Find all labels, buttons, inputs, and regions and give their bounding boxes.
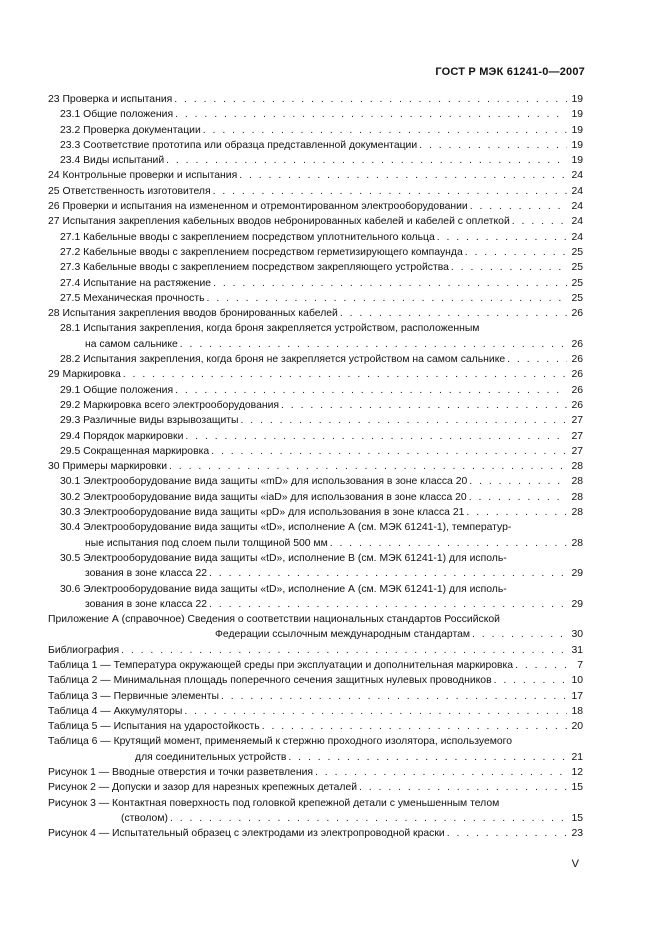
toc-entry <box>48 367 583 382</box>
toc-entry-line <box>60 429 583 444</box>
toc-entry-page: 31 <box>571 644 583 656</box>
toc-entry-title: 28 Испытания закрепления вводов бронированных кабелей <box>48 308 338 320</box>
toc-entry-title: Таблица 5 — Испытания на ударостойкость <box>48 721 260 733</box>
toc-entry-line <box>48 826 583 841</box>
annex-title: Приложение А (справочное) Сведения о соответствии национальных стандартов Российской <box>48 614 500 626</box>
toc-entry-title: 30.1 Электрооборудование вида защиты «mD» для использования в зоне класса 20 <box>60 476 468 488</box>
toc-entry-line <box>48 765 583 780</box>
toc-entry-page: 25 <box>571 292 583 304</box>
toc-entry-title: 23.3 Соответствие прототипа или образца представленной документации <box>60 139 418 151</box>
toc-entry <box>48 444 583 459</box>
toc-entry-line <box>60 291 583 306</box>
table-list-entry <box>48 673 583 688</box>
figure-list-entry <box>48 765 583 780</box>
figure-list-title: Рисунок 3 — Контактная поверхность под головкой крепежной детали с уменьшенным телом <box>48 797 500 809</box>
dot-leader <box>340 306 567 321</box>
toc-entry-line <box>48 306 583 321</box>
toc-entry <box>48 92 583 107</box>
dot-leader <box>185 429 567 444</box>
toc-entry-title: 23 Проверка и испытания <box>48 94 173 105</box>
toc-entry-title: Таблица 1 — Температура окружающей среды при эксплуатации и дополнительная маркировка <box>48 659 514 671</box>
toc-entry-line <box>60 337 583 352</box>
toc-entry-page: 12 <box>571 767 583 779</box>
toc-entry-title: зования в зоне класса 22 <box>85 568 208 580</box>
toc-entry-title: 30.4 Электрооборудование вида защиты «tD», исполнение А (см. МЭК 61241-1), температур- <box>60 522 512 534</box>
toc-entry-line <box>60 505 583 520</box>
toc-entry-title: 29.1 Общие положения <box>60 384 174 396</box>
dot-leader <box>288 750 567 765</box>
toc-entry <box>48 260 583 275</box>
toc-entry-title: 30.3 Электрооборудование вида защиты «pD» для использования в зоне класса 21 <box>60 507 465 519</box>
toc-entry-page: 24 <box>571 201 583 213</box>
toc-entry <box>48 413 583 428</box>
toc-entry-line <box>60 260 583 275</box>
toc-entry-line <box>60 444 583 459</box>
toc-entry-line <box>48 780 583 795</box>
toc-entry-line <box>60 490 583 505</box>
toc-entry-line <box>60 276 583 291</box>
dot-leader <box>239 168 567 183</box>
dot-leader <box>221 689 567 704</box>
toc-entry-line <box>48 811 583 826</box>
toc-entry-page: 26 <box>571 399 583 411</box>
toc-entry-title: 29.3 Различные виды взрывозащиты <box>60 415 239 427</box>
toc-entry <box>48 551 583 582</box>
dot-leader <box>207 291 567 306</box>
dot-leader <box>451 260 567 275</box>
dot-leader <box>175 107 567 122</box>
toc-entry-line <box>60 398 583 413</box>
toc-entry-page: 15 <box>571 782 583 794</box>
toc-entry-title: Таблица 3 — Первичные элементы <box>48 690 220 702</box>
toc-entry <box>48 276 583 291</box>
toc-entry-page: 19 <box>571 139 583 151</box>
figure-list-entry <box>48 826 583 841</box>
dot-leader <box>512 214 567 229</box>
toc-entry <box>48 291 583 306</box>
toc-entry-page: 17 <box>571 690 583 702</box>
toc-entry <box>48 245 583 260</box>
toc-entry-title: Рисунок 1 — Вводные отверстия и точки разветвления <box>48 767 314 779</box>
toc-entry-title: Федерации ссылочным международным стандартам <box>215 629 471 641</box>
table-list-entry <box>48 734 583 765</box>
toc-entry-page: 26 <box>571 338 583 350</box>
toc-entry-title: зования в зоне класса 22 <box>85 598 208 610</box>
toc-entry-title: 23.2 Проверка документации <box>60 124 201 136</box>
toc-entry <box>48 107 583 122</box>
dot-leader <box>315 765 567 780</box>
dot-leader <box>213 276 567 291</box>
dot-leader <box>169 459 567 474</box>
toc-entry <box>48 429 583 444</box>
toc-entry-title: 30 Примеры маркировки <box>48 461 168 473</box>
toc-entry-line <box>60 352 583 367</box>
dot-leader <box>203 123 567 138</box>
toc-entry-page: 10 <box>571 675 583 687</box>
dot-leader <box>262 719 567 734</box>
dot-leader <box>184 704 567 719</box>
toc-entry-page: 28 <box>571 476 583 488</box>
toc-entry-title: 27.5 Механическая прочность <box>60 292 205 304</box>
toc-entry-title: 30.6 Электрооборудование вида защиты «tD», исполнение А (см. МЭК 61241-1) для исполь- <box>60 583 507 595</box>
toc-entry-line <box>48 92 583 107</box>
toc-entry-page: 29 <box>571 598 583 610</box>
toc-entry-page: 26 <box>571 384 583 396</box>
dot-leader <box>470 199 567 214</box>
toc-entry-page: 27 <box>571 415 583 427</box>
toc-entry-title: 28.2 Испытания закрепления, когда броня не закрепляется устройством на самом сальнике <box>60 354 506 366</box>
toc-entry-title: 30.2 Электрооборудование вида защиты «iaD» для использования в зоне класса 20 <box>60 491 467 503</box>
toc-entry-title: 23.4 Виды испытаний <box>60 155 165 167</box>
toc-entry <box>48 199 583 214</box>
figure-list-entry <box>48 796 583 827</box>
toc-entry <box>48 138 583 153</box>
toc-entry-page: 19 <box>571 155 583 167</box>
toc-entry-page: 25 <box>571 262 583 274</box>
toc-entry <box>48 505 583 520</box>
toc-entry-line <box>60 566 583 581</box>
toc-entry-page: 15 <box>571 812 583 824</box>
toc-entry-title: Рисунок 4 — Испытательный образец с электродами из электропроводной краски <box>48 828 445 840</box>
toc-entry-page: 21 <box>571 751 583 763</box>
toc-entry-title: на самом сальнике <box>85 338 178 350</box>
toc-entry-title: 25 Ответственность изготовителя <box>48 185 211 197</box>
toc-entry-line <box>60 123 583 138</box>
toc-entry-page: 29 <box>571 568 583 580</box>
page-number: V <box>571 858 579 870</box>
toc-entry-title: 27.4 Испытание на растяжение <box>60 277 212 289</box>
toc-entry-title: Рисунок 2 — Допуски и зазор для нарезных крепежных деталей <box>48 782 358 794</box>
toc-entry <box>48 184 583 199</box>
toc-entry-page: 19 <box>571 109 583 121</box>
toc-entry-page: 28 <box>571 537 583 549</box>
dot-leader <box>469 474 567 489</box>
dot-leader <box>359 780 567 795</box>
toc-entry <box>48 321 583 352</box>
toc-entry-line <box>48 459 583 474</box>
toc-entry-page: 26 <box>571 308 583 320</box>
toc-entry-page: 7 <box>577 659 583 671</box>
dot-leader <box>469 490 567 505</box>
toc-entry <box>48 459 583 474</box>
toc-entry <box>48 214 583 229</box>
dot-leader <box>166 153 567 168</box>
toc-entry-page: 24 <box>571 216 583 228</box>
dot-leader <box>211 444 567 459</box>
dot-leader <box>472 627 567 642</box>
toc-entry-page: 19 <box>571 94 583 105</box>
toc-entry-line <box>60 474 583 489</box>
toc-entry-page: 26 <box>571 354 583 366</box>
toc-entry-title: Таблица 2 — Минимальная площадь поперечного сечения защитных нулевых проводников <box>48 675 492 687</box>
dot-leader <box>213 184 567 199</box>
toc-entry <box>48 153 583 168</box>
toc-entry-page: 27 <box>571 430 583 442</box>
toc-entry-title: 27.3 Кабельные вводы с закреплением посредством закрепляющего устройства <box>60 262 449 274</box>
table-of-contents <box>48 92 583 842</box>
toc-entry <box>48 520 583 551</box>
toc-entry <box>48 383 583 398</box>
toc-entry-page: 24 <box>571 231 583 243</box>
dot-leader <box>209 566 567 581</box>
toc-entry-title: (стволом) <box>121 812 168 824</box>
toc-entry-title: 27.2 Кабельные вводы с закреплением посредством герметизирующего компаунда <box>60 246 463 258</box>
toc-entry-line <box>60 153 583 168</box>
document-code: ГОСТ Р МЭК 61241-0—2007 <box>435 66 585 78</box>
table-list-entry <box>48 689 583 704</box>
toc-entry-line <box>48 367 583 382</box>
toc-entry-line <box>48 627 583 642</box>
dot-leader <box>466 505 567 520</box>
toc-entry <box>48 352 583 367</box>
toc-entry-page: 26 <box>571 369 583 381</box>
toc-entry-line <box>60 383 583 398</box>
toc-entry-title: 27 Испытания закрепления кабельных вводов небронированных кабелей и кабелей с оплеткой <box>48 216 510 228</box>
toc-entry-page: 24 <box>571 185 583 197</box>
dot-leader <box>123 367 567 382</box>
toc-entry-line <box>48 719 583 734</box>
toc-entry <box>48 168 583 183</box>
figure-list-entry <box>48 780 583 795</box>
toc-entry-line <box>48 673 583 688</box>
toc-entry-title: Библиография <box>48 644 120 656</box>
toc-entry-title: 30.5 Электрооборудование вида защиты «tD», исполнение В (см. МЭК 61241-1) для исполь- <box>60 552 507 564</box>
toc-entry-title: 23.1 Общие положения <box>60 109 174 121</box>
toc-entry-title: 29.2 Маркировка всего электрооборудования <box>60 399 280 411</box>
toc-entry <box>48 306 583 321</box>
dot-leader <box>170 811 567 826</box>
toc-entry-page: 28 <box>571 491 583 503</box>
toc-entry-line <box>48 750 583 765</box>
toc-entry-line <box>60 245 583 260</box>
toc-entry <box>48 474 583 489</box>
toc-entry-page: 19 <box>571 124 583 136</box>
toc-entry-page: 23 <box>571 828 583 840</box>
annex-entry <box>48 612 583 643</box>
toc-entry <box>48 582 583 613</box>
toc-entry <box>48 398 583 413</box>
dot-leader <box>174 92 567 107</box>
toc-entry-page: 25 <box>571 277 583 289</box>
toc-entry-line <box>60 138 583 153</box>
bibliography-entry <box>48 643 583 658</box>
toc-entry-page: 25 <box>571 246 583 258</box>
dot-leader <box>175 383 567 398</box>
toc-entry <box>48 490 583 505</box>
toc-entry-title: 28.1 Испытания закрепления, когда броня закрепляется устройством, расположенным <box>60 323 480 335</box>
toc-entry-title: для соединительных устройств <box>135 751 287 763</box>
toc-entry-page: 20 <box>571 721 583 733</box>
toc-entry-page: 28 <box>571 507 583 519</box>
dot-leader <box>494 673 567 688</box>
toc-entry-line <box>60 597 583 612</box>
table-list-entry <box>48 719 583 734</box>
table-list-title: Таблица 6 — Крутящий момент, применяемый к стержню проходного изолятора, используемого <box>48 736 513 748</box>
toc-entry-line <box>60 413 583 428</box>
toc-entry-line <box>48 704 583 719</box>
toc-entry-title: 29.4 Порядок маркировки <box>60 430 184 442</box>
toc-entry-page: 27 <box>571 445 583 457</box>
toc-entry-line <box>48 168 583 183</box>
toc-entry-page: 18 <box>571 705 583 717</box>
dot-leader <box>180 337 567 352</box>
toc-entry-title: 29.5 Сокращенная маркировка <box>60 445 210 457</box>
toc-entry-line <box>60 536 583 551</box>
toc-entry-line <box>48 658 583 673</box>
toc-entry-line <box>48 184 583 199</box>
dot-leader <box>447 826 567 841</box>
toc-entry-title: 27.1 Кабельные вводы с закреплением посредством уплотнительного кольца <box>60 231 435 243</box>
toc-entry-line <box>48 689 583 704</box>
dot-leader <box>507 352 567 367</box>
toc-entry-line <box>48 199 583 214</box>
dot-leader <box>330 536 567 551</box>
dot-leader <box>515 658 567 673</box>
toc-entry <box>48 230 583 245</box>
toc-entry-title: 24 Контрольные проверки и испытания <box>48 170 238 182</box>
table-list-entry <box>48 658 583 673</box>
toc-entry-line <box>48 214 583 229</box>
toc-entry-page: 28 <box>571 461 583 473</box>
toc-entry <box>48 123 583 138</box>
toc-entry-title: Таблица 4 — Аккумуляторы <box>48 705 183 717</box>
toc-entry-page: 30 <box>571 629 583 641</box>
toc-entry-title: 26 Проверки и испытания на измененном и отремонтированном электрооборудовании <box>48 201 468 213</box>
dot-leader <box>437 230 567 245</box>
dot-leader <box>121 643 567 658</box>
dot-leader <box>419 138 567 153</box>
dot-leader <box>465 245 567 260</box>
toc-entry-title: 29 Маркировка <box>48 369 121 381</box>
toc-entry-page: 24 <box>571 170 583 182</box>
toc-entry-title: ные испытания под слоем пыли толщиной 500 мм <box>85 537 328 549</box>
dot-leader <box>209 597 567 612</box>
toc-entry-line <box>60 107 583 122</box>
dot-leader <box>241 413 567 428</box>
toc-entry-line <box>60 230 583 245</box>
table-list-entry <box>48 704 583 719</box>
dot-leader <box>281 398 567 413</box>
toc-entry-line <box>48 643 583 658</box>
